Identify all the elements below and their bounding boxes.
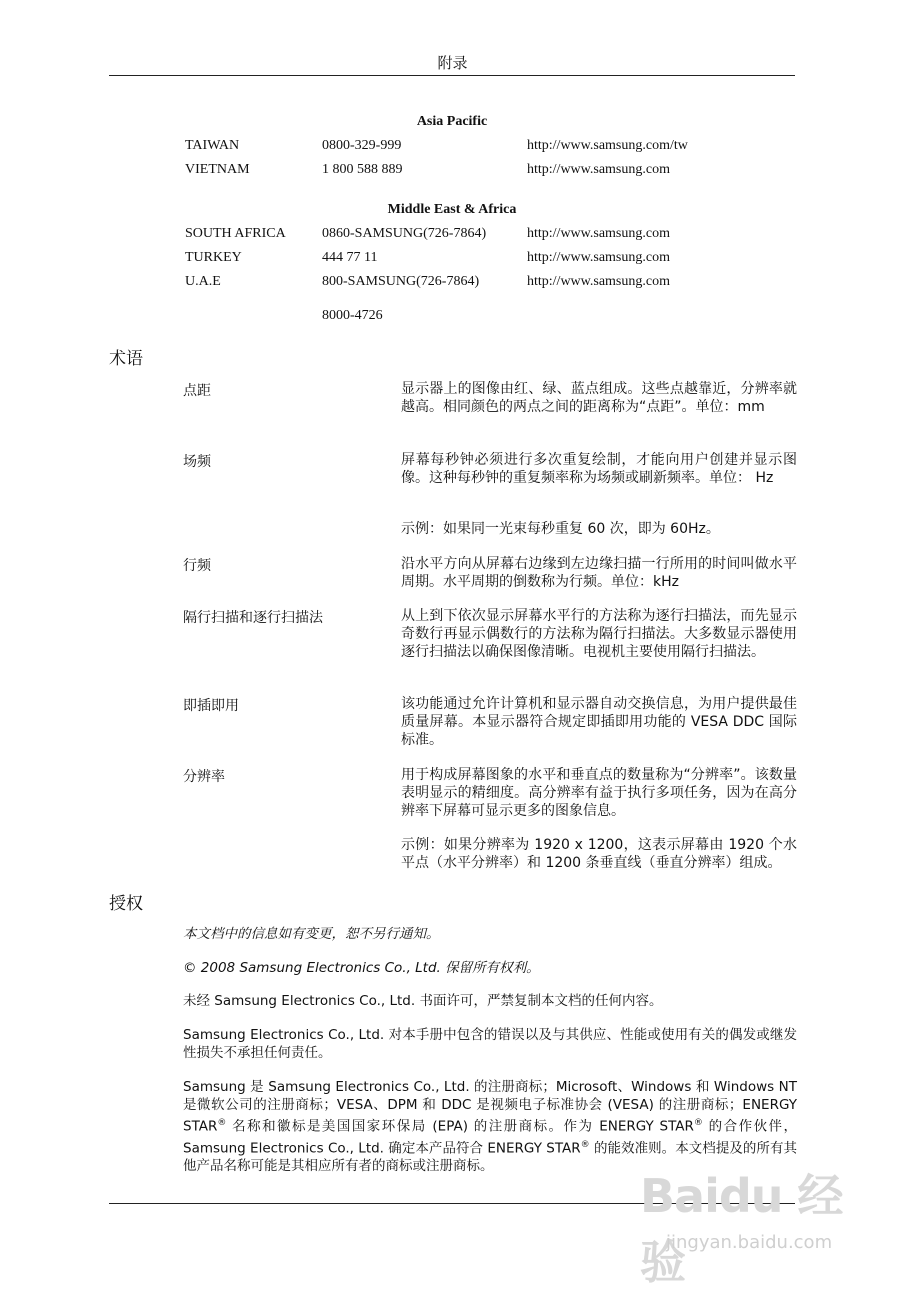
- header-divider: [109, 75, 795, 76]
- glossary-definition: 该功能通过允许计算机和显示器自动交换信息，为用户提供最佳质量屏幕。本显示器符合规定即插即用功能的 VESA DDC 国际标准。: [401, 696, 797, 748]
- glossary-term: 行频: [183, 558, 211, 574]
- glossary-term: 点距: [183, 383, 211, 399]
- country: TURKEY: [185, 250, 242, 265]
- license-notice: 本文档中的信息如有变更，恕不另行通知。: [183, 926, 440, 942]
- country: VIETNAM: [185, 162, 250, 177]
- glossary-definition: 用于构成屏幕图象的水平和垂直点的数量称为“分辨率”。该数量表明显示的精细度。高分辨率有益于执行多项任务，因为在高分辨率下屏幕可显示更多的图象信息。: [401, 767, 797, 819]
- glossary-definition: 显示器上的图像由红、绿、蓝点组成。这些点越靠近，分辨率就越高。相同颜色的两点之间的距离称为“点距”。单位：mm: [401, 381, 797, 415]
- registered-mark: ®: [693, 1118, 703, 1128]
- glossary-term: 分辨率: [183, 769, 225, 785]
- glossary-term: 即插即用: [183, 698, 239, 714]
- phone: 0860-SAMSUNG(726-7864): [322, 226, 487, 241]
- registered-mark: ®: [217, 1118, 227, 1128]
- country: TAIWAN: [185, 138, 240, 153]
- phone: 800-SAMSUNG(726-7864): [322, 274, 480, 289]
- trademark-text: 的能效准则。本文档提及的所有其他产品名称可能是其相应所有者的商标或注册商标。: [183, 1140, 797, 1174]
- website-link[interactable]: http://www.samsung.com: [527, 250, 670, 265]
- phone: 0800-329-999: [322, 138, 402, 153]
- trademark-text: 名称和徽标是美国国家环保局 (EPA) 的注册商标。作为 ENERGY STAR: [226, 1118, 694, 1135]
- website-link[interactable]: http://www.samsung.com/tw: [527, 138, 688, 153]
- glossary-term: 场频: [183, 454, 211, 470]
- section-title-glossary: 术语: [109, 349, 143, 369]
- phone: 1 800 588 889: [322, 162, 403, 177]
- phone: 8000-4726: [322, 308, 383, 323]
- website-link[interactable]: http://www.samsung.com: [527, 274, 670, 289]
- glossary-definition: 屏幕每秒钟必须进行多次重复绘制，才能向用户创建并显示图像。这种每秒钟的重复频率称为场频或刷新频率。单位： Hz: [401, 452, 797, 486]
- region-title-middle-east-africa: Middle East & Africa: [387, 202, 517, 217]
- trademark-text: 的合作伙伴，Samsung Electronics Co., Ltd. 确定本产品符合 ENERGY STAR: [183, 1118, 797, 1156]
- glossary-definition: 从上到下依次显示屏幕水平行的方法称为逐行扫描法，而先显示奇数行再显示偶数行的方法称为隔行扫描法。大多数显示器使用逐行扫描法以确保图像清晰。电视机主要使用隔行扫描法。: [401, 608, 797, 660]
- region-title-asia-pacific: Asia Pacific: [416, 114, 488, 129]
- registered-mark: ®: [580, 1139, 590, 1150]
- watermark-url: jingyan.baidu.com: [666, 1232, 833, 1253]
- country: SOUTH AFRICA: [185, 226, 286, 241]
- glossary-term: 隔行扫描和逐行扫描法: [183, 610, 323, 626]
- glossary-example: 示例：如果同一光束每秒重复 60 次，即为 60Hz。: [401, 521, 720, 537]
- phone: 444 77 11: [322, 250, 378, 265]
- glossary-example: 示例：如果分辨率为 1920 x 1200，这表示屏幕由 1920 个水平点（水平分辨率）和 1200 条垂直线（垂直分辨率）组成。: [401, 837, 797, 871]
- website-link[interactable]: http://www.samsung.com: [527, 162, 670, 177]
- copyright-line: © 2008 Samsung Electronics Co., Ltd. 保留所有权利。: [183, 960, 540, 976]
- baidu-watermark: [640, 1150, 870, 1289]
- country: U.A.E: [185, 274, 221, 289]
- trademark-text: Samsung 是 Samsung Electronics Co., Ltd. 的注册商标；Microsoft、Windows 和 Windows NT 是微软公司的注册商标；VESA、DPM 和 DDC 是视频电子标准协会 (VESA) 的注册商标；ENERGY STAR: [183, 1079, 797, 1135]
- glossary-definition: 沿水平方向从屏幕右边缘到左边缘扫描一行所用的时间叫做水平周期。水平周期的倒数称为行频。单位：kHz: [401, 556, 797, 590]
- page-header: 附录: [437, 56, 468, 72]
- license-paragraph: 未经 Samsung Electronics Co., Ltd. 书面许可，严禁复制本文档的任何内容。: [183, 993, 663, 1009]
- section-title-license: 授权: [109, 894, 143, 914]
- website-link[interactable]: http://www.samsung.com: [527, 226, 670, 241]
- baidu-logo: Baidu 经验: [640, 1169, 843, 1289]
- license-paragraph: Samsung Electronics Co., Ltd. 对本手册中包含的错误以及与其供应、性能或使用有关的偶发或继发性损失不承担任何责任。: [183, 1027, 797, 1061]
